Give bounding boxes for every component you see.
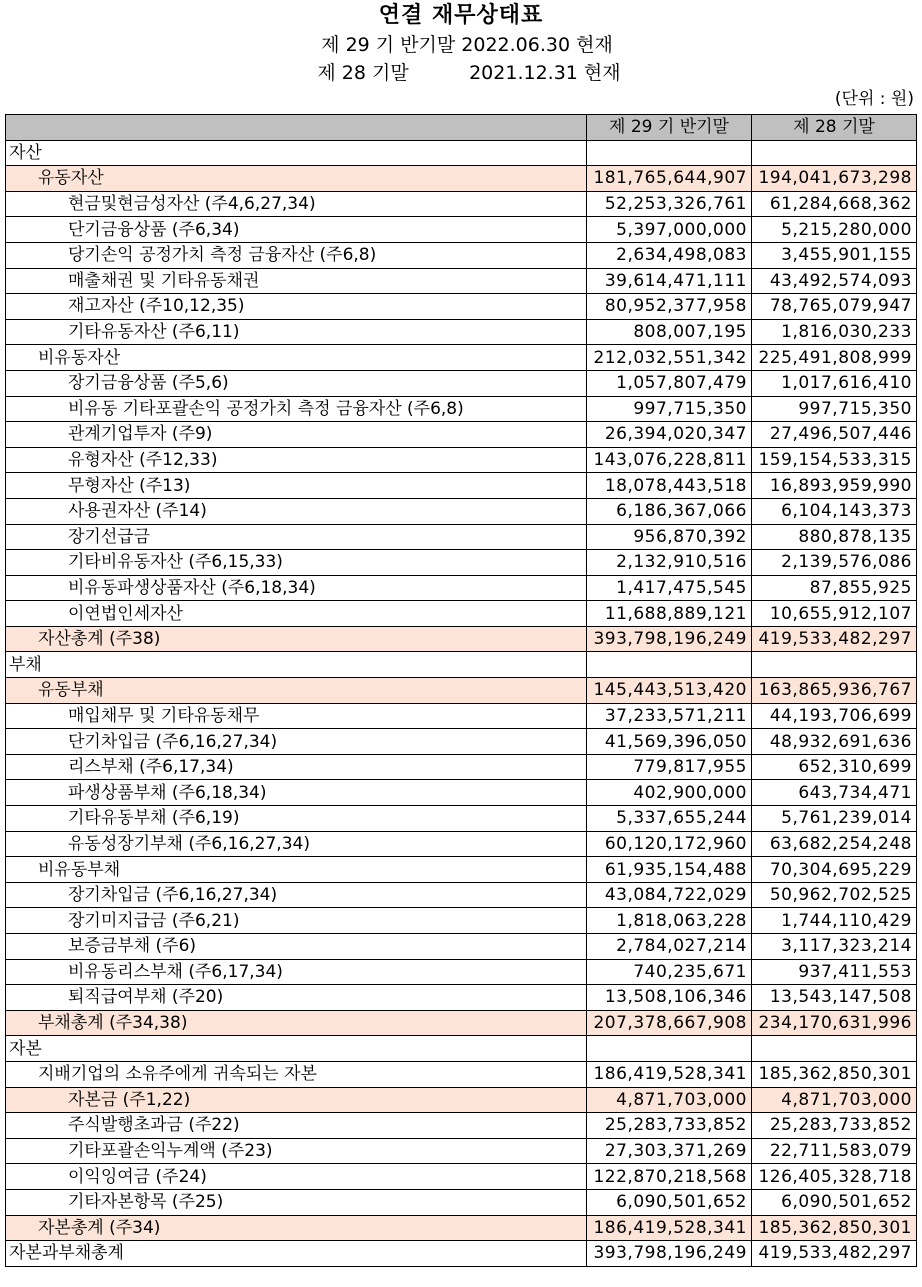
current-period-value: 25,283,733,852 [587, 1113, 752, 1139]
prior-period-value [752, 140, 917, 166]
prior-period-value: 3,455,901,155 [752, 242, 917, 268]
table-row [6, 268, 917, 294]
account-label: 주식발행초과금 (주22) [6, 1113, 587, 1139]
prior-period-value: 159,154,533,315 [752, 447, 917, 473]
table-row [6, 1138, 917, 1164]
table-row [6, 422, 917, 448]
prior-period-value: 48,932,691,636 [752, 729, 917, 755]
table-row [6, 1113, 917, 1139]
column-header-prior-period: 제 28 기말 [752, 115, 917, 141]
account-label: 기타자본항목 (주25) [6, 1189, 587, 1215]
account-label: 이연법인세자산 [6, 601, 587, 627]
prior-period-value: 880,878,135 [752, 524, 917, 550]
prior-period-value: 44,193,706,699 [752, 703, 917, 729]
current-period-value: 2,784,027,214 [587, 934, 752, 960]
table-row [6, 806, 917, 832]
table-row [6, 729, 917, 755]
table-row [6, 447, 917, 473]
prior-period-value: 4,871,703,000 [752, 1087, 917, 1113]
account-label: 보증금부채 (주6) [6, 934, 587, 960]
prior-period-value: 126,405,328,718 [752, 1164, 917, 1190]
current-period-value: 402,900,000 [587, 780, 752, 806]
account-label: 비유동 기타포괄손익 공정가치 측정 금융자산 (주6,8) [6, 396, 587, 422]
prior-period-value: 185,362,850,301 [752, 1061, 917, 1087]
prior-period-value: 234,170,631,996 [752, 1010, 917, 1036]
current-period-value: 41,569,396,050 [587, 729, 752, 755]
table-row [6, 1164, 917, 1190]
account-label: 자본 [6, 1036, 587, 1062]
prior-period-value [752, 652, 917, 678]
table-row [6, 652, 917, 678]
prior-period-value: 25,283,733,852 [752, 1113, 917, 1139]
table-row [6, 601, 917, 627]
table-row [6, 1087, 917, 1113]
current-period-value: 52,253,326,761 [587, 191, 752, 217]
table-row [6, 703, 917, 729]
prior-period-value: 13,543,147,508 [752, 985, 917, 1011]
account-label: 이익잉여금 (주24) [6, 1164, 587, 1190]
account-label: 부채 [6, 652, 587, 678]
current-period-value: 27,303,371,269 [587, 1138, 752, 1164]
current-period-value: 6,186,367,066 [587, 498, 752, 524]
account-label: 자본과부채총계 [6, 1241, 587, 1267]
current-period-value: 5,397,000,000 [587, 217, 752, 243]
current-period-value: 1,818,063,228 [587, 908, 752, 934]
table-header-row [6, 115, 917, 141]
column-header-account [6, 115, 587, 141]
prior-period-value: 652,310,699 [752, 754, 917, 780]
table-row [6, 831, 917, 857]
current-period-value: 779,817,955 [587, 754, 752, 780]
account-label: 장기금융상품 (주5,6) [6, 370, 587, 396]
current-period-value: 956,870,392 [587, 524, 752, 550]
prior-period-value: 6,104,143,373 [752, 498, 917, 524]
current-period-label: 제 29 기 반기말 2022.06.30 현재 [321, 34, 613, 56]
prior-period-value: 1,017,616,410 [752, 370, 917, 396]
prior-period-value: 43,492,574,093 [752, 268, 917, 294]
table-row [6, 754, 917, 780]
current-period-value: 26,394,020,347 [587, 422, 752, 448]
current-period-value: 13,508,106,346 [587, 985, 752, 1011]
prior-period-value: 5,761,239,014 [752, 806, 917, 832]
table-row [6, 1010, 917, 1036]
table-row [6, 934, 917, 960]
account-label: 당기손익 공정가치 측정 금융자산 (주6,8) [6, 242, 587, 268]
statement-title: 연결 재무상태표 [378, 3, 544, 28]
account-label: 유동부채 [6, 678, 587, 704]
current-period-value: 60,120,172,960 [587, 831, 752, 857]
table-row [6, 882, 917, 908]
prior-period-value: 61,284,668,362 [752, 191, 917, 217]
current-period-value: 80,952,377,958 [587, 294, 752, 320]
table-row [6, 1215, 917, 1241]
prior-period-value: 643,734,471 [752, 780, 917, 806]
current-period-value: 1,057,807,479 [587, 370, 752, 396]
prior-period-value: 5,215,280,000 [752, 217, 917, 243]
prior-period-value: 70,304,695,229 [752, 857, 917, 883]
account-label: 관계기업투자 (주9) [6, 422, 587, 448]
column-header-current-period: 제 29 기 반기말 [587, 115, 752, 141]
table-row [6, 550, 917, 576]
account-label: 리스부채 (주6,17,34) [6, 754, 587, 780]
account-label: 매입채무 및 기타유동채무 [6, 703, 587, 729]
account-label: 사용권자산 (주14) [6, 498, 587, 524]
current-period-value [587, 140, 752, 166]
account-label: 단기금융상품 (주6,34) [6, 217, 587, 243]
account-label: 자본총계 (주34) [6, 1215, 587, 1241]
table-row [6, 908, 917, 934]
table-row [6, 370, 917, 396]
prior-period-label: 제 28 기말 2021.12.31 현재 [317, 62, 621, 84]
current-period-value: 2,132,910,516 [587, 550, 752, 576]
table-row [6, 780, 917, 806]
prior-period-value: 1,816,030,233 [752, 319, 917, 345]
account-label: 재고자산 (주10,12,35) [6, 294, 587, 320]
account-label: 부채총계 (주34,38) [6, 1010, 587, 1036]
table-row [6, 524, 917, 550]
current-period-value [587, 1036, 752, 1062]
balance-sheet-table [5, 114, 917, 1267]
current-period-value: 186,419,528,341 [587, 1215, 752, 1241]
current-period-value: 212,032,551,342 [587, 345, 752, 371]
account-label: 자산 [6, 140, 587, 166]
prior-period-value: 937,411,553 [752, 959, 917, 985]
table-row [6, 166, 917, 192]
current-period-value: 11,688,889,121 [587, 601, 752, 627]
current-period-value [587, 652, 752, 678]
table-row [6, 626, 917, 652]
account-label: 장기미지급금 (주6,21) [6, 908, 587, 934]
account-label: 현금및현금성자산 (주4,6,27,34) [6, 191, 587, 217]
table-row [6, 242, 917, 268]
prior-period-value: 1,744,110,429 [752, 908, 917, 934]
account-label: 단기차입금 (주6,16,27,34) [6, 729, 587, 755]
table-row [6, 985, 917, 1011]
current-period-value: 6,090,501,652 [587, 1189, 752, 1215]
current-period-value: 145,443,513,420 [587, 678, 752, 704]
current-period-value: 808,007,195 [587, 319, 752, 345]
prior-period-value: 10,655,912,107 [752, 601, 917, 627]
prior-period-value: 6,090,501,652 [752, 1189, 917, 1215]
table-row [6, 345, 917, 371]
account-label: 파생상품부채 (주6,18,34) [6, 780, 587, 806]
account-label: 유동성장기부채 (주6,16,27,34) [6, 831, 587, 857]
table-row [6, 498, 917, 524]
table-row [6, 396, 917, 422]
account-label: 유형자산 (주12,33) [6, 447, 587, 473]
current-period-value: 143,076,228,811 [587, 447, 752, 473]
account-label: 기타포괄손익누계액 (주23) [6, 1138, 587, 1164]
account-label: 비유동리스부채 (주6,17,34) [6, 959, 587, 985]
account-label: 비유동자산 [6, 345, 587, 371]
account-label: 장기선급금 [6, 524, 587, 550]
prior-period-value: 419,533,482,297 [752, 1241, 917, 1267]
current-period-value: 740,235,671 [587, 959, 752, 985]
table-row [6, 1061, 917, 1087]
current-period-value: 4,871,703,000 [587, 1087, 752, 1113]
prior-period-value: 16,893,959,990 [752, 473, 917, 499]
prior-period-value: 185,362,850,301 [752, 1215, 917, 1241]
account-label: 자산총계 (주38) [6, 626, 587, 652]
account-label: 퇴직급여부채 (주20) [6, 985, 587, 1011]
table-row [6, 1036, 917, 1062]
table-row [6, 1189, 917, 1215]
current-period-value: 122,870,218,568 [587, 1164, 752, 1190]
current-period-value: 393,798,196,249 [587, 1241, 752, 1267]
account-label: 비유동부채 [6, 857, 587, 883]
account-label: 기타유동부채 (주6,19) [6, 806, 587, 832]
account-label: 기타유동자산 (주6,11) [6, 319, 587, 345]
account-label: 지배기업의 소유주에게 귀속되는 자본 [6, 1061, 587, 1087]
table-row [6, 857, 917, 883]
unit-label: (단위 : 원) [834, 89, 914, 109]
prior-period-value: 997,715,350 [752, 396, 917, 422]
table-row [6, 319, 917, 345]
table-row [6, 473, 917, 499]
account-label: 유동자산 [6, 166, 587, 192]
prior-period-value: 78,765,079,947 [752, 294, 917, 320]
current-period-value: 5,337,655,244 [587, 806, 752, 832]
current-period-value: 207,378,667,908 [587, 1010, 752, 1036]
table-row [6, 959, 917, 985]
current-period-value: 61,935,154,488 [587, 857, 752, 883]
prior-period-value: 194,041,673,298 [752, 166, 917, 192]
prior-period-value [752, 1036, 917, 1062]
prior-period-value: 22,711,583,079 [752, 1138, 917, 1164]
current-period-value: 43,084,722,029 [587, 882, 752, 908]
table-row [6, 294, 917, 320]
account-label: 장기차입금 (주6,16,27,34) [6, 882, 587, 908]
current-period-value: 39,614,471,111 [587, 268, 752, 294]
account-label: 매출채권 및 기타유동채권 [6, 268, 587, 294]
prior-period-value: 63,682,254,248 [752, 831, 917, 857]
table-row [6, 678, 917, 704]
prior-period-value: 419,533,482,297 [752, 626, 917, 652]
table-row [6, 140, 917, 166]
prior-period-value: 2,139,576,086 [752, 550, 917, 576]
account-label: 기타비유동자산 (주6,15,33) [6, 550, 587, 576]
prior-period-value: 27,496,507,446 [752, 422, 917, 448]
prior-period-value: 225,491,808,999 [752, 345, 917, 371]
current-period-value: 393,798,196,249 [587, 626, 752, 652]
table-body [6, 140, 917, 1266]
prior-period-value: 50,962,702,525 [752, 882, 917, 908]
table-row [6, 1241, 917, 1267]
current-period-value: 18,078,443,518 [587, 473, 752, 499]
current-period-value: 2,634,498,083 [587, 242, 752, 268]
prior-period-value: 87,855,925 [752, 575, 917, 601]
table-row [6, 575, 917, 601]
table-row [6, 217, 917, 243]
account-label: 자본금 (주1,22) [6, 1087, 587, 1113]
current-period-value: 181,765,644,907 [587, 166, 752, 192]
account-label: 무형자산 (주13) [6, 473, 587, 499]
prior-period-value: 163,865,936,767 [752, 678, 917, 704]
current-period-value: 37,233,571,211 [587, 703, 752, 729]
current-period-value: 1,417,475,545 [587, 575, 752, 601]
table-row [6, 191, 917, 217]
account-label: 비유동파생상품자산 (주6,18,34) [6, 575, 587, 601]
prior-period-value: 3,117,323,214 [752, 934, 917, 960]
current-period-value: 186,419,528,341 [587, 1061, 752, 1087]
current-period-value: 997,715,350 [587, 396, 752, 422]
